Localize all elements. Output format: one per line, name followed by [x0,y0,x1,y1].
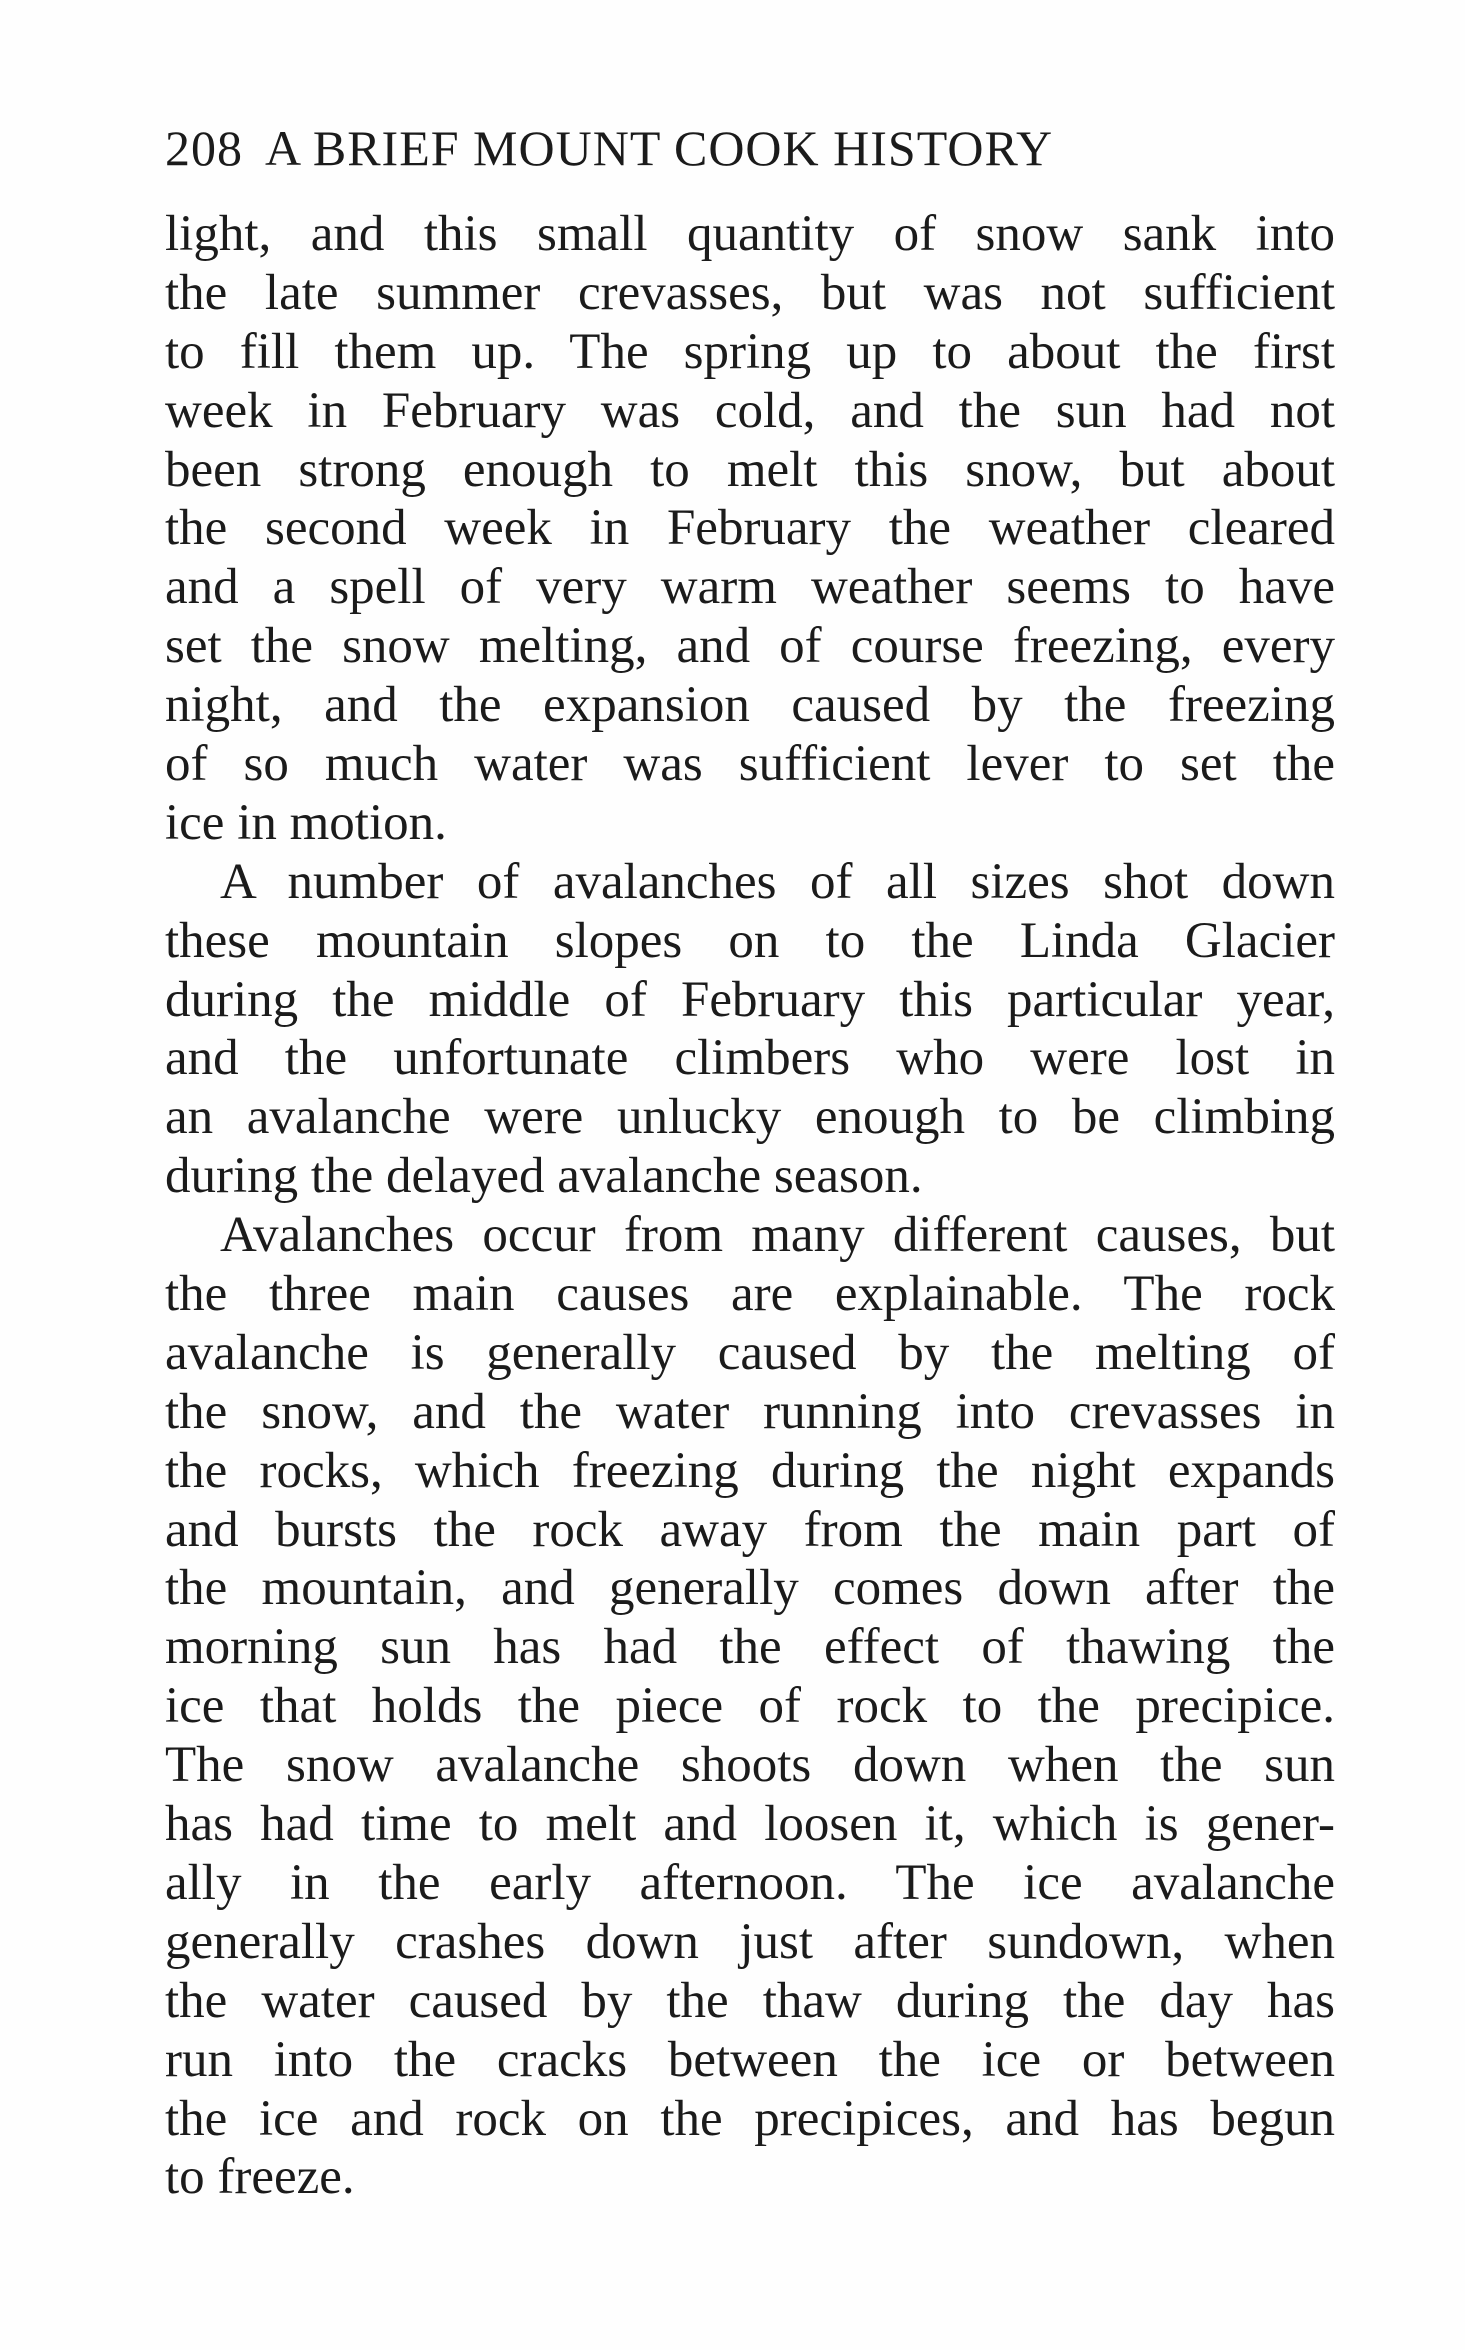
text-line: night, and the expansion caused by the freezing [165,677,1335,734]
text-line: the ice and rock on the precipices, and has begun [165,2090,1335,2147]
text-line: A number of avalanches of all sizes shot down [220,853,1335,910]
page-number: 208 [165,120,243,176]
text-line: the water caused by the thaw during the day has [165,1972,1335,2029]
text-line: of so much water was sufficient lever to set the [165,736,1335,793]
paragraph-3 [165,1206,1335,2207]
text-line: an avalanche were unlucky enough to be climbing [165,1089,1335,1146]
body-text [165,205,1335,2207]
text-line: morning sun has had the effect of thawing the [165,1619,1335,1676]
running-header [165,118,1335,178]
text-line: The snow avalanche shoots down when the sun [165,1737,1335,1794]
text-line: during the middle of February this particular year, [165,971,1335,1028]
text-line: generally crashes down just after sundown, when [165,1913,1335,1970]
text-line: the snow, and the water running into crevasses in [165,1383,1335,1440]
text-line: Avalanches occur from many different causes, but [220,1207,1335,1264]
text-line: and the unfortunate climbers who were lost in [165,1030,1335,1087]
text-line: and bursts the rock away from the main part of [165,1501,1335,1558]
text-line: has had time to melt and loosen it, which is gener- [165,1796,1335,1853]
text-line: the rocks, which freezing during the night expands [165,1442,1335,1499]
paragraph-2 [165,853,1335,1206]
text-line: run into the cracks between the ice or between [165,2031,1335,2088]
text-line: these mountain slopes on to the Linda Glacier [165,912,1335,969]
text-line: the late summer crevasses, but was not sufficient [165,264,1335,321]
text-line: to freeze. [165,2149,355,2206]
paragraph-1 [165,205,1335,853]
text-line: the three main causes are explainable. The rock [165,1266,1335,1323]
text-line: the second week in February the weather cleared [165,500,1335,557]
text-line: set the snow melting, and of course freezing, every [165,618,1335,675]
text-line: to fill them up. The spring up to about the first [165,323,1335,380]
text-line: avalanche is generally caused by the melting of [165,1324,1335,1381]
text-line: ice in motion. [165,794,447,851]
text-line: ice that holds the piece of rock to the precipice. [165,1678,1335,1735]
text-line: the mountain, and generally comes down after the [165,1560,1335,1617]
running-title: A BRIEF MOUNT COOK HISTORY [265,120,1054,176]
text-line: during the delayed avalanche season. [165,1148,923,1205]
text-line: light, and this small quantity of snow sank into [165,206,1335,262]
text-line: been strong enough to melt this snow, but about [165,441,1335,498]
text-line: and a spell of very warm weather seems to have [165,559,1335,616]
text-line: ally in the early afternoon. The ice avalanche [165,1854,1335,1911]
text-line: week in February was cold, and the sun had not [165,382,1335,439]
